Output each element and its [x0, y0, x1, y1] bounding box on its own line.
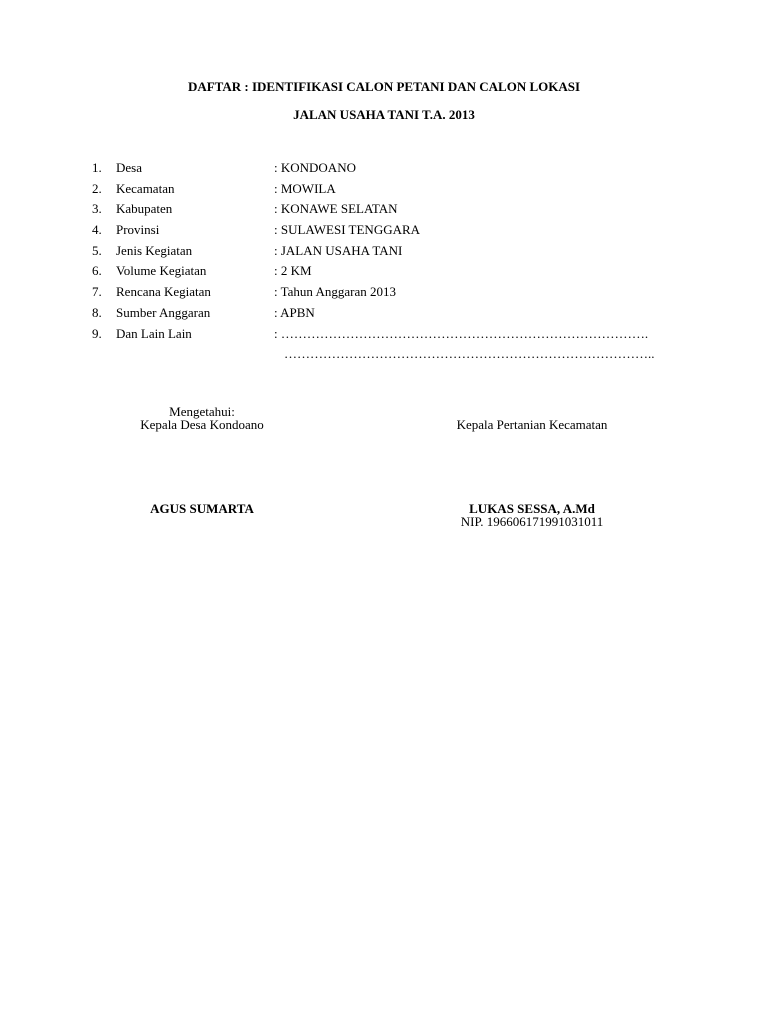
acknowledgement-label: Mengetahui: — [169, 404, 235, 419]
field-label: Volume Kegiatan — [116, 263, 207, 279]
field-row-volume-kegiatan — [0, 262, 768, 283]
field-label: Kabupaten — [116, 201, 173, 217]
field-value: : …………………………………………………………………………. — [274, 325, 649, 341]
field-row-rencana-kegiatan — [0, 283, 768, 304]
document-title: DAFTAR : IDENTIFIKASI CALON PETANI DAN CALON LOKASI — [187, 79, 581, 94]
field-row-desa — [0, 159, 768, 180]
field-number: 3. — [92, 201, 102, 217]
field-label: Provinsi — [116, 222, 160, 238]
field-row-dan-lain-lain — [0, 325, 768, 346]
field-row-kecamatan — [0, 180, 768, 201]
field-row-jenis-kegiatan — [0, 242, 768, 263]
field-row-kabupaten — [0, 200, 768, 221]
field-list — [0, 159, 768, 365]
field-value: : SULAWESI TENGGARA — [274, 222, 421, 238]
field-number: 8. — [92, 304, 102, 320]
field-value: : KONAWE SELATAN — [274, 201, 398, 217]
field-label: Rencana Kegiatan — [116, 284, 211, 300]
field-value: : MOWILA — [274, 180, 336, 196]
dots-continuation: ………………………………………………………………………….. — [284, 346, 655, 362]
field-number: 2. — [92, 180, 102, 196]
field-label: Jenis Kegiatan — [116, 242, 193, 258]
agriculture-head-title: Kepala Pertanian Kecamatan — [456, 417, 608, 432]
field-value: : APBN — [274, 304, 315, 320]
document-subtitle: JALAN USAHA TANI T.A. 2013 — [293, 107, 475, 122]
field-label: Desa — [116, 160, 142, 175]
field-label: Sumber Anggaran — [116, 304, 211, 320]
field-label: Dan Lain Lain — [116, 325, 192, 341]
agriculture-head-name: LUKAS SESSA, A.Md — [469, 501, 595, 516]
agriculture-head-nip: NIP. 196606171991031011 — [460, 514, 604, 529]
field-number: 9. — [92, 325, 102, 341]
village-head-name: AGUS SUMARTA — [150, 501, 254, 516]
field-number: 5. — [92, 242, 102, 258]
field-number: 4. — [92, 222, 102, 238]
field-number: 7. — [92, 284, 102, 300]
dots-continuation-row — [0, 345, 768, 365]
field-row-provinsi — [0, 221, 768, 242]
field-number: 1. — [92, 160, 102, 175]
field-value: : Tahun Anggaran 2013 — [274, 284, 396, 300]
field-value: : JALAN USAHA TANI — [274, 242, 403, 258]
field-value: : 2 KM — [274, 263, 312, 279]
village-head-title: Kepala Desa Kondoano — [140, 417, 264, 432]
field-number: 6. — [92, 263, 102, 279]
field-value: : KONDOANO — [274, 160, 356, 175]
field-row-sumber-anggaran — [0, 304, 768, 325]
field-label: Kecamatan — [116, 180, 175, 196]
